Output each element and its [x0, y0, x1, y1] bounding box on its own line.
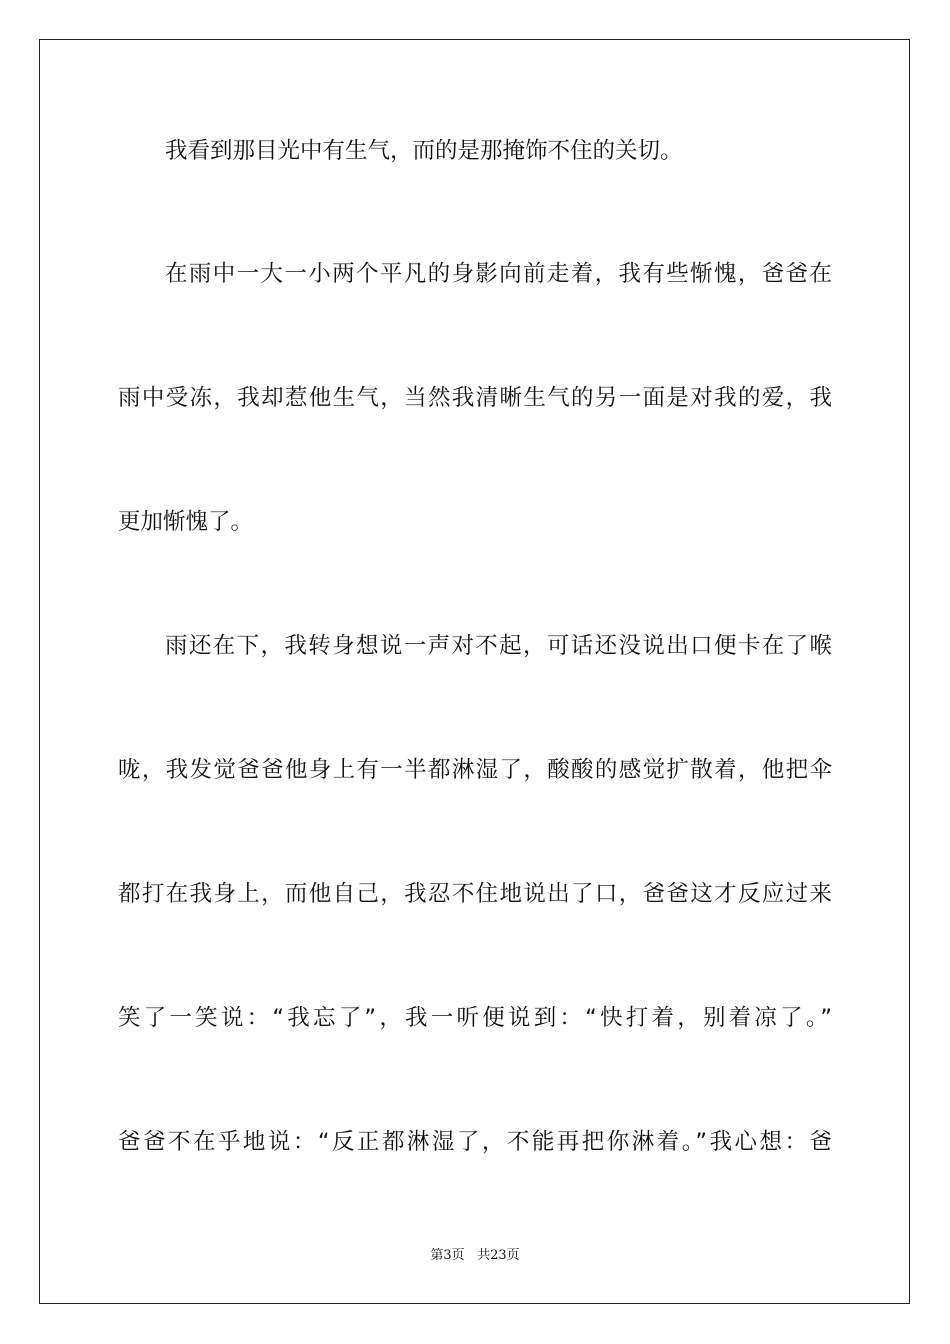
paragraph-line: 爸爸不在乎地说：“反正都淋湿了，不能再把你淋着。”我心想：爸 — [118, 1129, 832, 1155]
paragraph-line: 雨还在下，我转身想说一声对不起，可话还没说出口便卡在了喉 — [165, 633, 832, 659]
paragraph-line: 更加惭愧了。 — [118, 509, 254, 535]
page-total: 共23页 — [477, 1248, 520, 1263]
paragraph-line: 在雨中一大一小两个平凡的身影向前走着，我有些惭愧，爸爸在 — [165, 261, 832, 287]
paragraph-line: 都打在我身上，而他自己，我忍不住地说出了口，爸爸这才反应过来 — [118, 881, 832, 907]
page-footer — [0, 1247, 950, 1265]
page-number: 第3页 — [430, 1248, 465, 1263]
paragraph-line: 我看到那目光中有生气，而的是那掩饰不住的关切。 — [165, 138, 683, 164]
paragraph-line: 咙，我发觉爸爸他身上有一半都淋湿了，酸酸的感觉扩散着，他把伞 — [118, 757, 832, 783]
paragraph-line: 笑了一笑说：“我忘了”，我一听便说到：“快打着，别着凉了。” — [118, 1005, 832, 1031]
page-border — [39, 39, 910, 1304]
paragraph-line: 雨中受冻，我却惹他生气，当然我清晰生气的另一面是对我的爱，我 — [118, 385, 832, 411]
